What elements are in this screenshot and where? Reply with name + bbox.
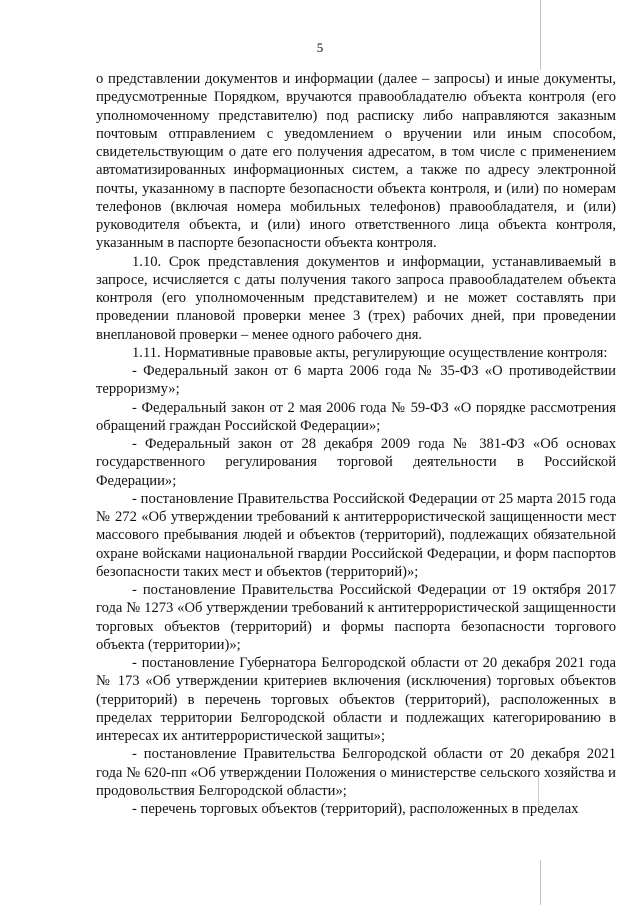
list-item: - Федеральный закон от 2 мая 2006 года № 59-ФЗ «О порядке рассмотрения обращений граждан Российской Федерации»;	[96, 399, 616, 434]
page-number: 5	[316, 40, 324, 55]
list-item: - постановление Правительства Российской Федерации от 19 октября 2017 года № 1273 «Об утверждении требований к антитеррористической защищенности торговых объектов (территорий) и формы паспорта безопасности торгового объекта (территории)»;	[96, 582, 616, 653]
list-item: - Федеральный закон от 6 марта 2006 года № 35-ФЗ «О противодействии терроризму»;	[96, 363, 616, 398]
scan-artifact-line	[540, 860, 541, 905]
paragraph: 1.11. Нормативные правовые акты, регулирующие осуществление контроля:	[132, 344, 608, 361]
paragraph: о представлении документов и информации (далее – запросы) и иные документы, предусмотренные Порядком, вручаются правообладателю объекта контроля (его уполномоченному представителю) под расписку либо направляются заказным почтовым отправлением с уведомлением о вручении или иным способом, свидетельствующим о дате его получения адресатом, в том числе с применением автоматизированных информационных систем, а также по адресу электронной почты, указанному в паспорте безопасности объекта контроля, и (или) по номерам телефонов (включая номера мобильных телефонов) правообладателя, и (или) руководителя объекта, и (или) иного ответственного лица объекта контроля, указанным в паспорте безопасности объекта контроля.	[96, 71, 616, 252]
list-item: - перечень торговых объектов (территорий), расположенных в пределах	[132, 801, 579, 817]
list-item: - постановление Правительства Белгородской области от 20 декабря 2021 года № 620-пп «Об утверждении Положения о министерстве сельского хозяйства и продовольствия Белгородской области»;	[96, 746, 616, 799]
document-body	[96, 70, 616, 818]
paragraph: 1.10. Срок представления документов и информации, устанавливаемый в запросе, исчисляется с даты получения такого запроса правообладателем объекта контроля (его уполномоченным представителем) и не может составлять при проведении плановой проверки менее 3 (трех) рабочих дней, при проведении внеплановой проверки – менее одного рабочего дня.	[96, 253, 616, 343]
scan-artifact-line	[540, 0, 541, 70]
list-item: - постановление Губернатора Белгородской области от 20 декабря 2021 года № 173 «Об утверждении критериев включения (исключения) торговых объектов (территорий) в перечень торговых объектов (территорий), расположенных в пределах территории Белгородской области и подлежащих категорированию в интересах их антитеррористической защиты»;	[96, 655, 616, 744]
list-item: - Федеральный закон от 28 декабря 2009 года № 381-ФЗ «Об основах государственного регулирования торговой деятельности в Российской Федерации»;	[96, 436, 616, 489]
list-item: - постановление Правительства Российской Федерации от 25 марта 2015 года № 272 «Об утверждении требований к антитеррористической защищенности мест массового пребывания людей и объектов (территорий), подлежащих обязательной охране войсками национальной гвардии Российской Федерации, и форм паспортов безопасности таких мест и объектов (территорий)»;	[96, 490, 616, 580]
scan-artifact-line	[538, 770, 539, 810]
